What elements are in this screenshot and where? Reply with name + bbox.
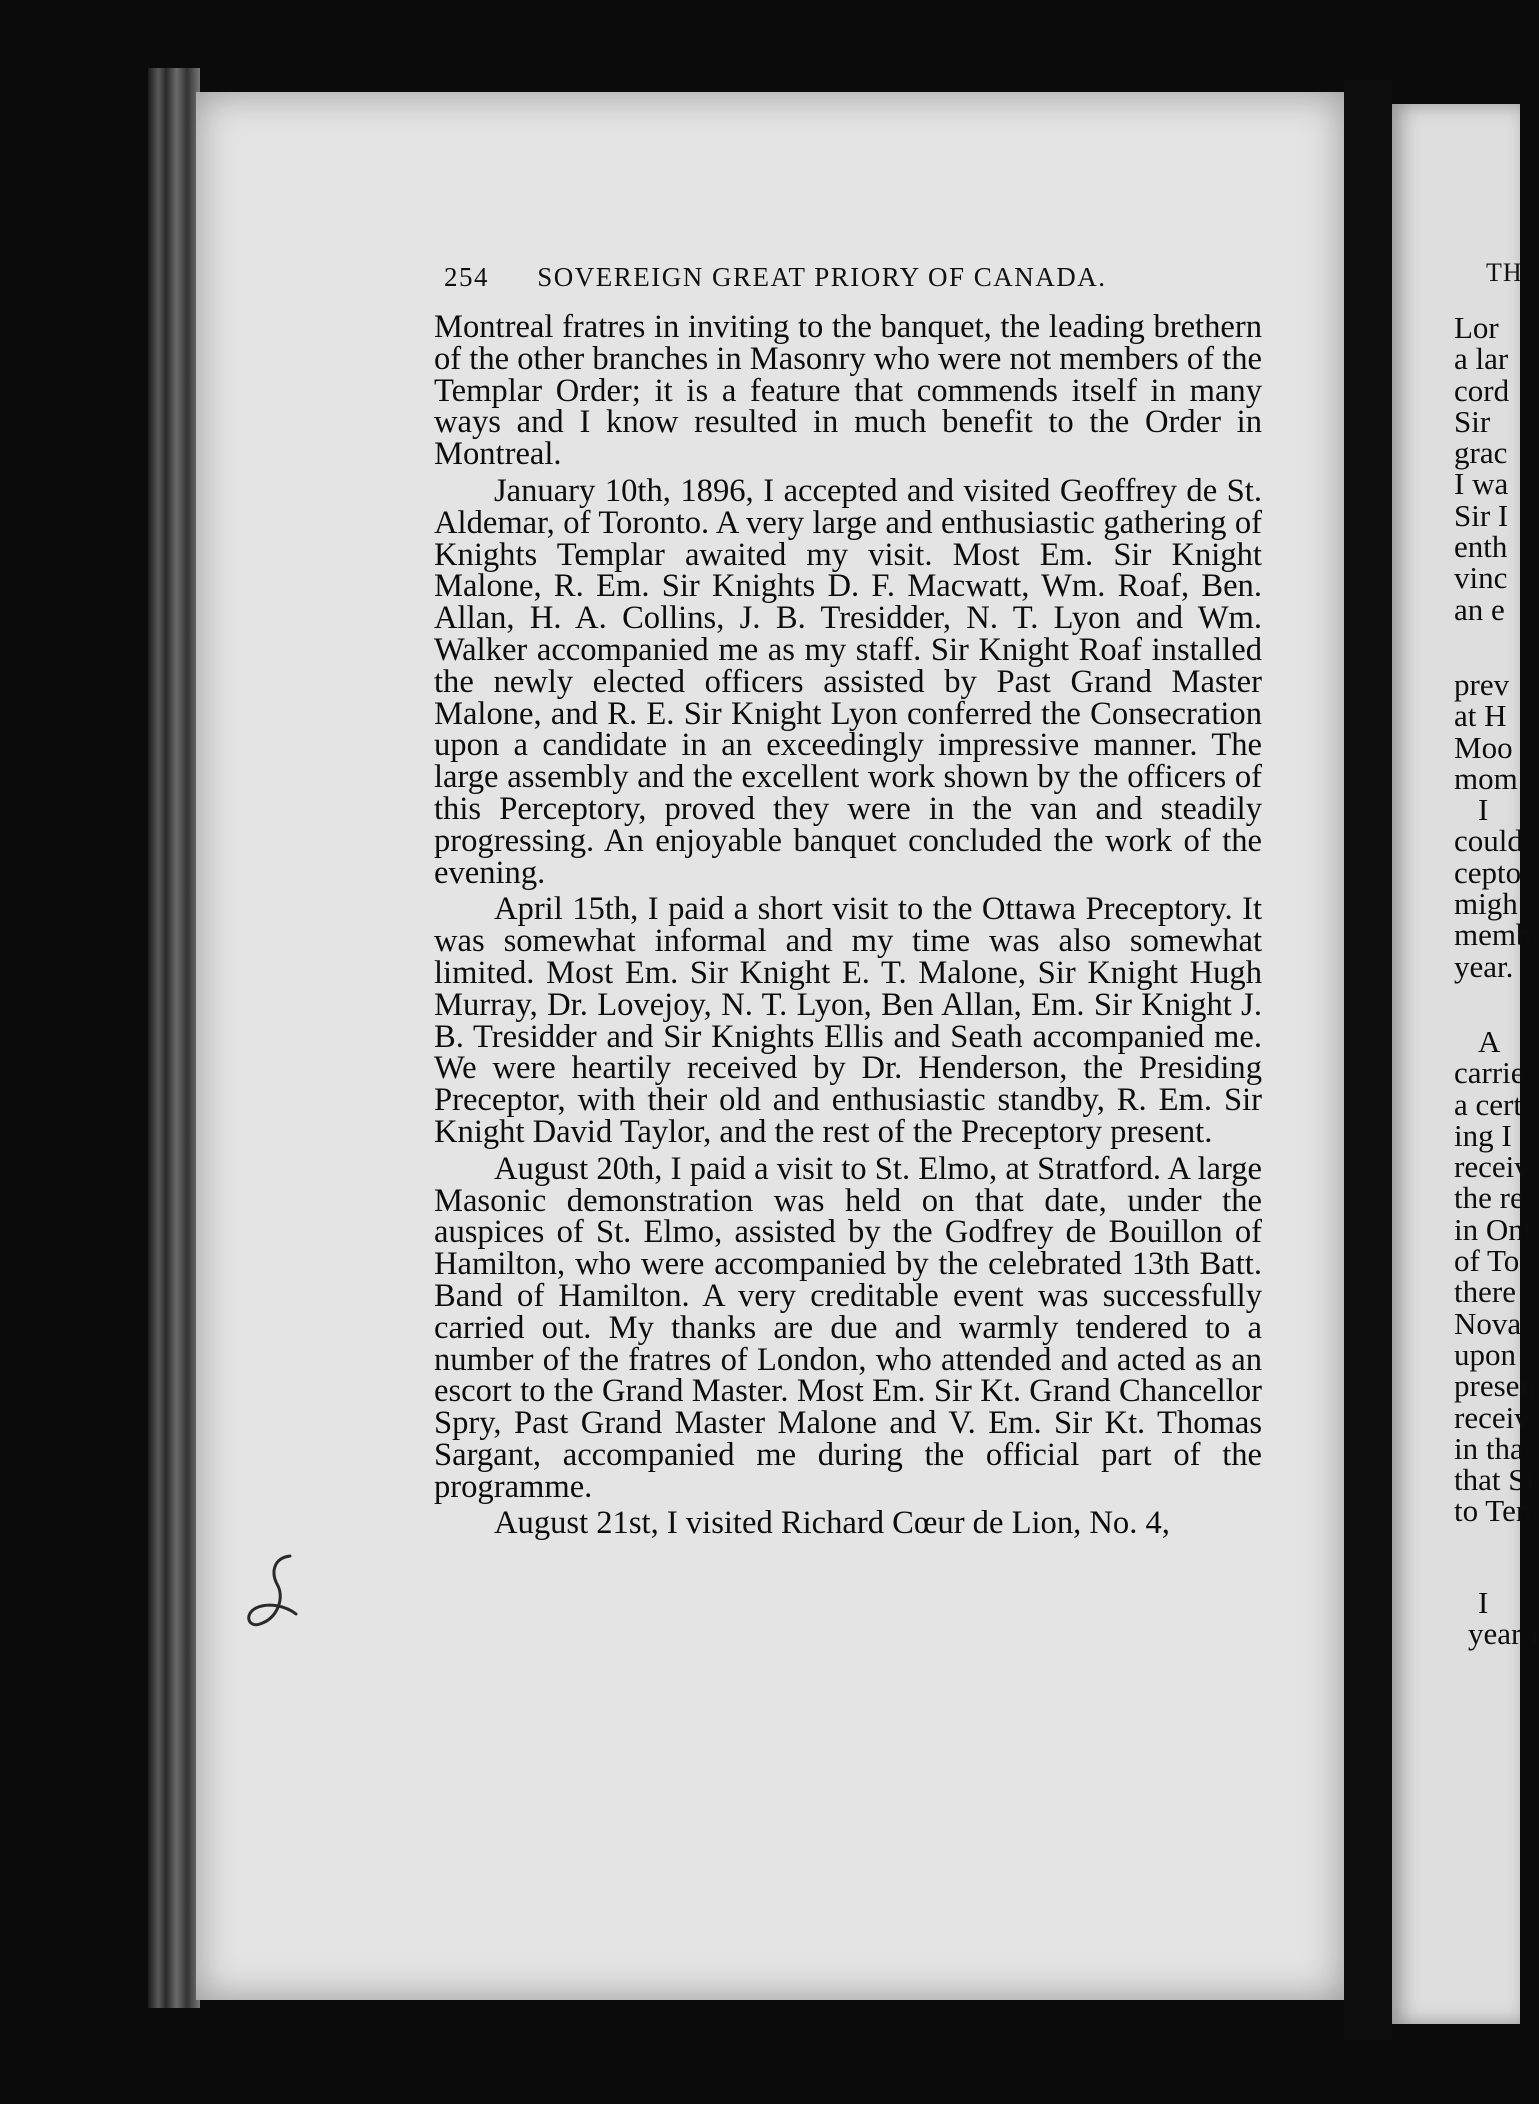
facing-line: prev xyxy=(1454,666,1510,702)
facing-line: to Ten xyxy=(1454,1493,1532,1529)
facing-line: enth xyxy=(1454,529,1508,565)
page-number: 254 xyxy=(444,262,489,292)
facing-line: Sir I xyxy=(1454,497,1509,533)
facing-line: cepto xyxy=(1454,854,1522,890)
facing-line: migh xyxy=(1454,886,1518,922)
facing-line: at H xyxy=(1454,698,1507,734)
facing-line: upon xyxy=(1454,1336,1516,1372)
paragraph: August 20th, I paid a visit to St. Elmo, at Stratford. A large Masonic demonstration was held on that date, under the auspices of St. Elmo, assisted by the Godfrey de Bouillon of Hamilton, who were accompanied by the celebrated 13th Batt. Band of Hamilton. A very creditable event was successfully carried out. My thanks are due and warmly tendered to a number of the fratres of London, who attended and acted as an escort to the Grand Master. Most Em. Sir Kt. Grand Chancellor Spry, Past Grand Master Malone and V. Em. Sir Kt. Thomas Sargant, accompanied me during the official part of the programme. xyxy=(434,1150,1262,1505)
paragraph: January 10th, 1896, I accepted and visited Geoffrey de St. Aldemar, of Toronto. A very large and enthusiastic gathering of Knights Templar awaited my visit. Most Em. Sir Knight Malone, R. Em. Sir Knights D. F. Macwatt, Wm. Roaf, Ben. Allan, H. A. Collins, J. B. Tresidder, N. T. Lyon and Wm. Walker accompanied me as my staff. Sir Knight Roaf installed the newly elected officers assisted by Past Grand Master Malone, and R. E. Sir Knight Lyon conferred the Consecration upon a candidate in an exceedingly impressive manner. The large assembly and the excellent work shown by the officers of this Perceptory, proved they were in the van and steadily progressing. An enjoyable banquet concluded the work of the evening. xyxy=(434,472,1262,891)
facing-page-header: TH xyxy=(1486,258,1523,287)
facing-line: carrie xyxy=(1454,1055,1525,1091)
facing-line: a cert xyxy=(1454,1086,1522,1122)
facing-line: Moo xyxy=(1454,729,1513,765)
pencil-mark-icon xyxy=(238,1548,318,1638)
facing-line: I wa xyxy=(1454,466,1509,502)
facing-line: grac xyxy=(1454,435,1508,471)
paragraph: August 21st, I visited Richard Cœur de Lion, No. 4, xyxy=(494,1505,1170,1542)
book-gutter xyxy=(1344,80,1392,2040)
facing-spacer xyxy=(1454,982,1520,1026)
paragraph: Montreal fratres in inviting to the banquet, the leading brethern of the other branches in Masonry who were not members of the Templar Order; it is a feature that commends itself in many ways and I know resulted in much benefit to the Order in Montreal. xyxy=(434,309,1262,473)
facing-line: the re xyxy=(1454,1180,1524,1216)
facing-line: Lor xyxy=(1454,310,1499,345)
facing-line: in Ont xyxy=(1454,1211,1533,1247)
facing-line: in tha xyxy=(1454,1430,1524,1466)
facing-line: mom xyxy=(1454,760,1518,796)
facing-spacer xyxy=(1454,1527,1520,1587)
facing-line: year. xyxy=(1454,948,1514,984)
facing-line: ing I xyxy=(1454,1117,1512,1153)
facing-line: memb xyxy=(1454,917,1532,953)
facing-page-text xyxy=(1454,310,1539,1651)
running-title: SOVEREIGN GREAT PRIORY OF CANADA. xyxy=(537,262,1107,292)
facing-line: a lar xyxy=(1454,341,1509,377)
book-edge xyxy=(148,68,200,2008)
paragraph: April 15th, I paid a short visit to the Ottawa Preceptory. It was somewhat informal and my time was also somewhat limited. Most Em. Sir Knight E. T. Malone, Sir Knight Hugh Murray, Dr. Lovejoy, N. T. Lyon, Ben Allan, Em. Sir Knight J. B. Tresidder and Sir Knights Ellis and Seath accompanied me. We were heartily received by Dr. Henderson, the Presiding Preceptor, with their old and enthusiastic standby, R. Em. Sir Knight David Taylor, and the rest of the Preceptory present. xyxy=(434,891,1262,1150)
facing-line: cord xyxy=(1454,372,1510,408)
facing-line: receiv xyxy=(1454,1399,1530,1435)
running-header xyxy=(444,262,1264,302)
facing-line: presen xyxy=(1454,1368,1535,1404)
facing-line: there xyxy=(1454,1274,1516,1310)
facing-line: vinc xyxy=(1454,560,1508,596)
facing-line: could xyxy=(1454,823,1523,859)
facing-line: year I xyxy=(1468,1615,1539,1651)
facing-line: I xyxy=(1478,1584,1489,1620)
facing-line: A xyxy=(1478,1023,1501,1059)
facing-line: I xyxy=(1478,792,1489,828)
facing-line: Nova xyxy=(1454,1305,1522,1341)
facing-spacer xyxy=(1454,625,1520,669)
facing-line: Sir xyxy=(1454,403,1491,439)
facing-line: of To xyxy=(1454,1243,1520,1279)
facing-line: receiv xyxy=(1454,1149,1530,1185)
facing-line: that Si xyxy=(1454,1462,1535,1498)
facing-line: an e xyxy=(1454,591,1505,627)
body-text xyxy=(434,309,1262,1545)
